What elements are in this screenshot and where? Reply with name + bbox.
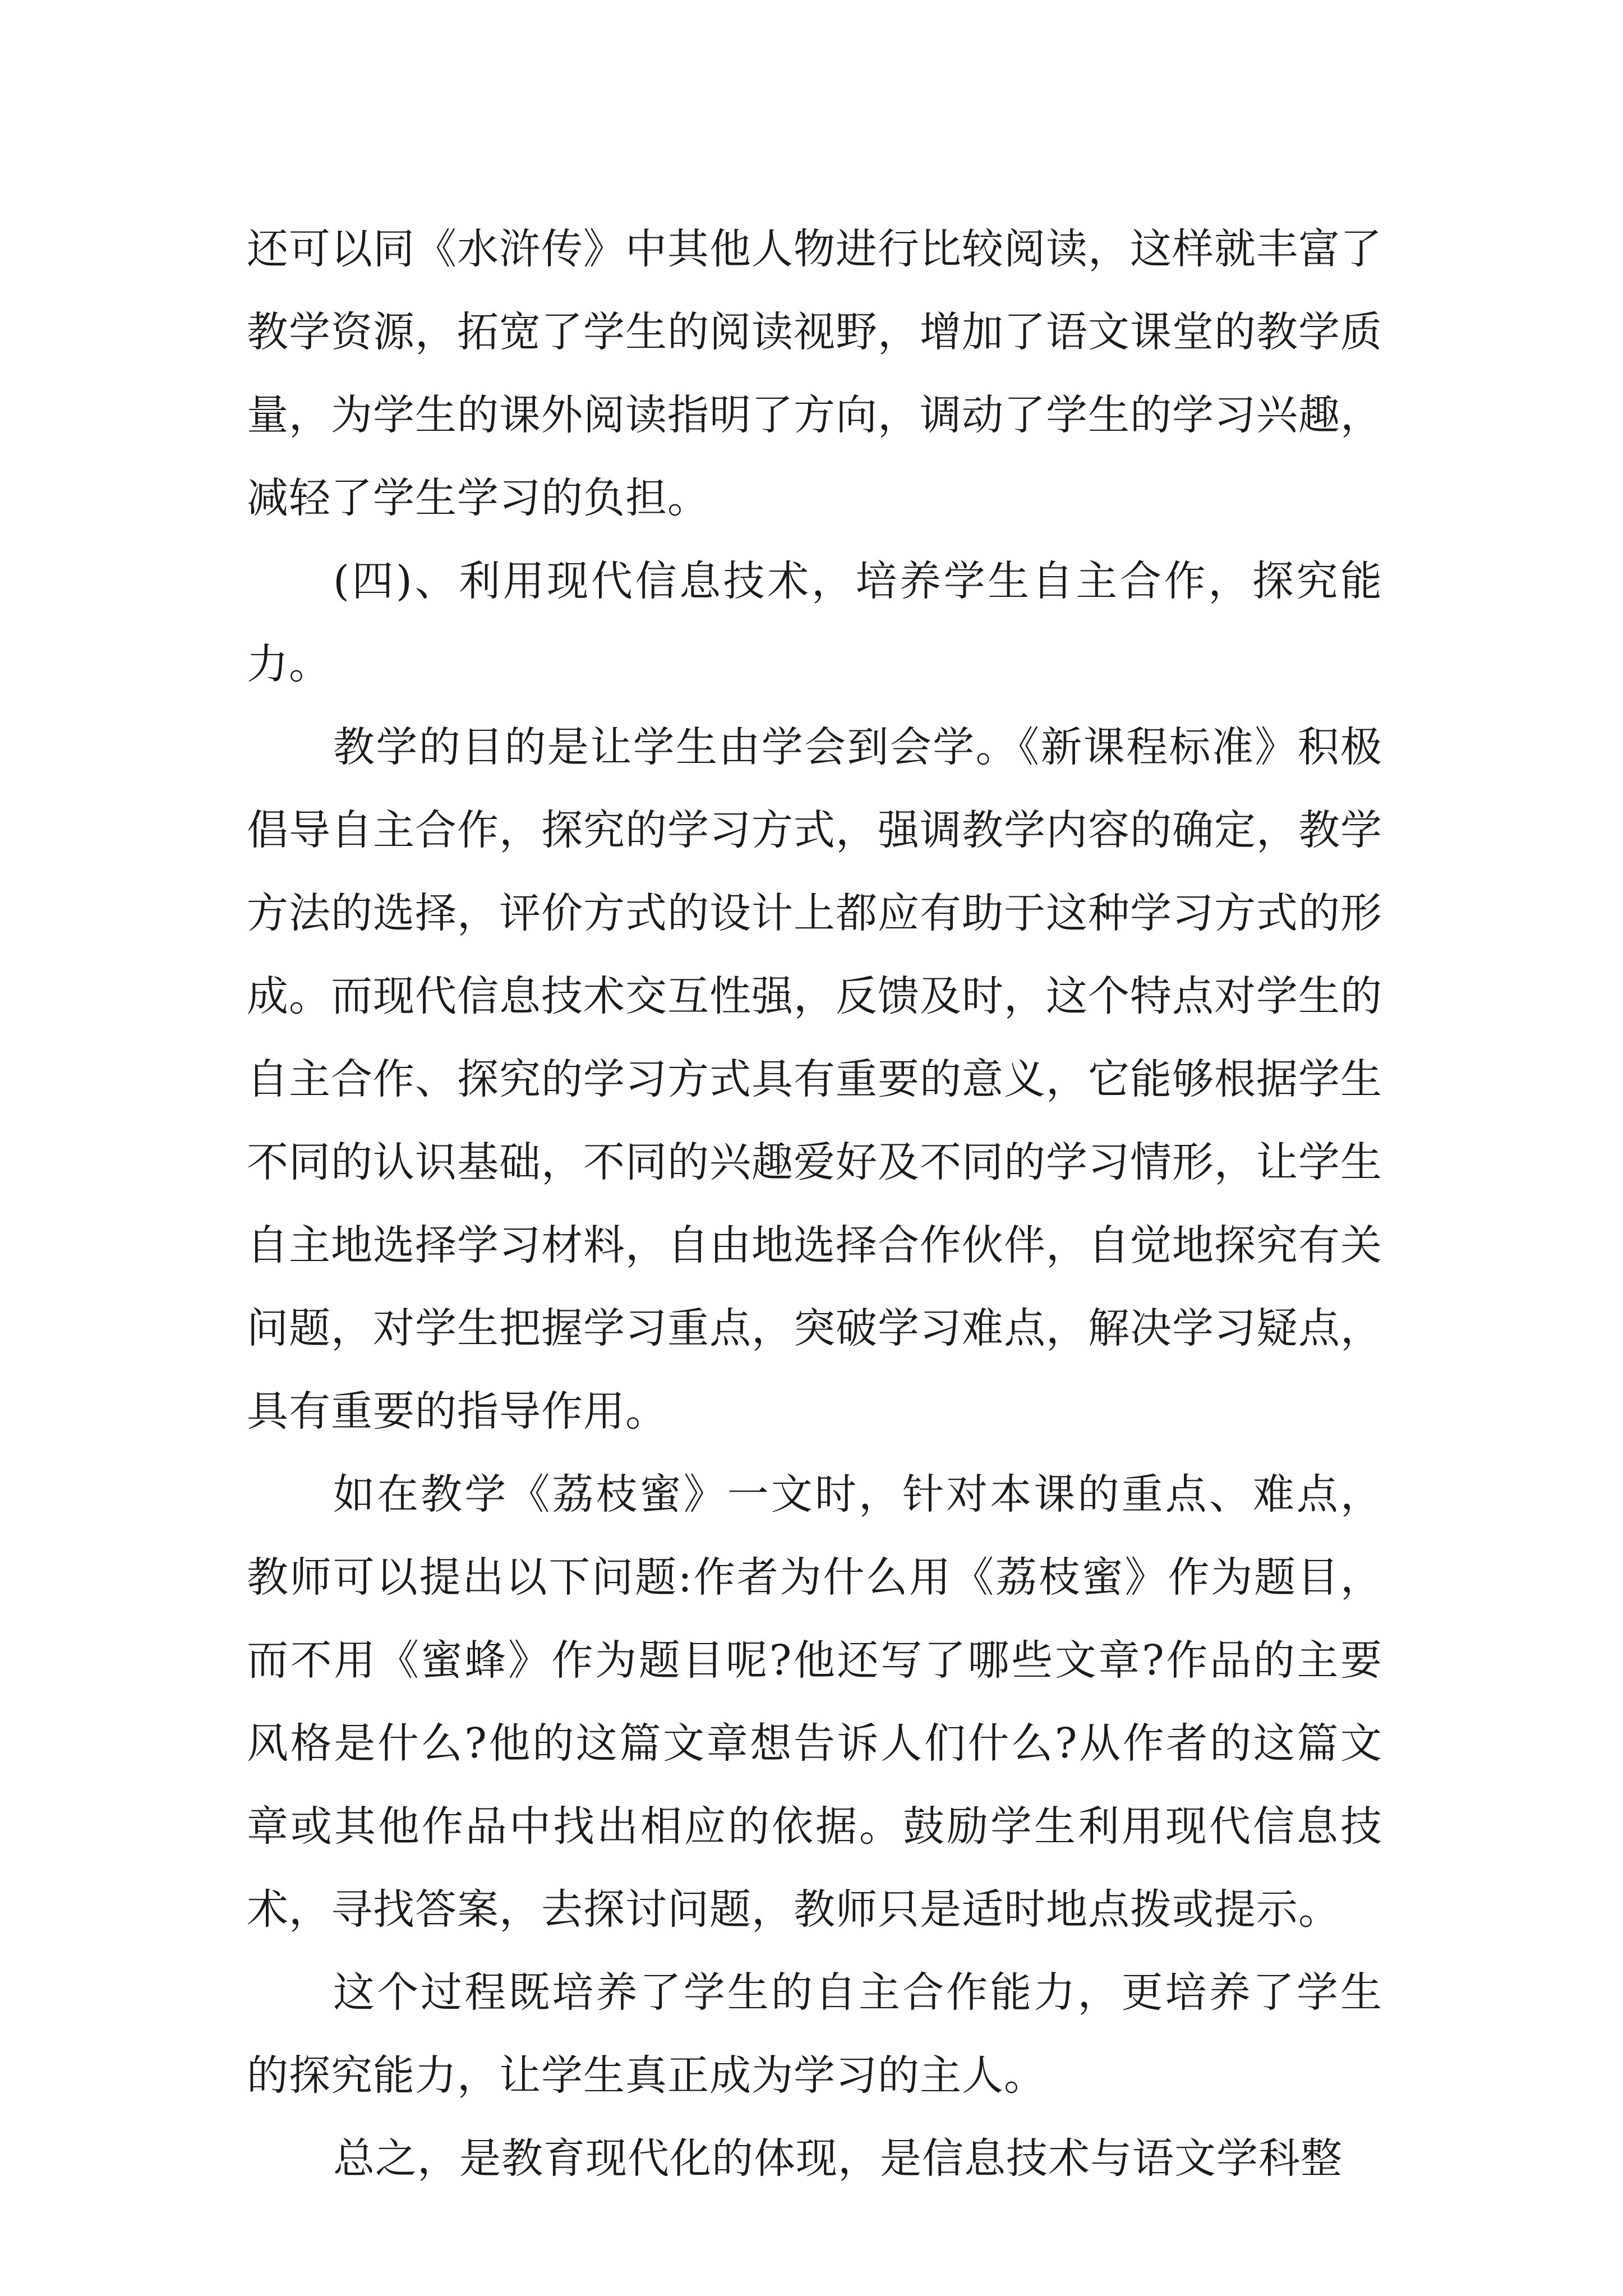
paragraph-continuation: 还可以同《水浒传》中其他人物进行比较阅读，这样就丰富了教学资源，拓宽了学生的阅读视野，增加了语文课堂的教学质量，为学生的课外阅读指明了方向，调动了学生的学习兴趣，减轻了学生学习的负担。 [247, 225, 1382, 522]
document-body [247, 208, 1382, 2200]
section-heading: (四)、利用现代信息技术，培养学生自主合作，探究能力。 [247, 557, 1382, 688]
paragraph: 如在教学《荔枝蜜》一文时，针对本课的重点、难点，教师可以提出以下问题:作者为什么用《荔枝蜜》作为题目，而不用《蜜蜂》作为题目呢?他还写了哪些文章?作品的主要风格是什么?他的这篇文章想告诉人们什么?从作者的这篇文章或其他作品中找出相应的依据。鼓励学生利用现代信息技术，寻找答案，去探讨问题，教师只是适时地点拨或提示。 [247, 1470, 1382, 1934]
paragraph: 教学的目的是让学生由学会到会学。《新课程标准》积极倡导自主合作，探究的学习方式，强调教学内容的确定，教学方法的选择，评价方式的设计上都应有助于这种学习方式的形成。而现代信息技术交互性强，反馈及时，这个特点对学生的自主合作、探究的学习方式具有重要的意义，它能够根据学生不同的认识基础，不同的兴趣爱好及不同的学习情形，让学生自主地选择学习材料，自由地选择合作伙伴，自觉地探究有关问题，对学生把握学习重点，突破学习难点，解决学习疑点，具有重要的指导作用。 [247, 723, 1382, 1435]
paragraph: 这个过程既培养了学生的自主合作能力，更培养了学生的探究能力，让学生真正成为学习的主人。 [247, 1968, 1382, 2100]
paragraph: 总之，是教育现代化的体现，是信息技术与语文学科整 [333, 2134, 1343, 2183]
